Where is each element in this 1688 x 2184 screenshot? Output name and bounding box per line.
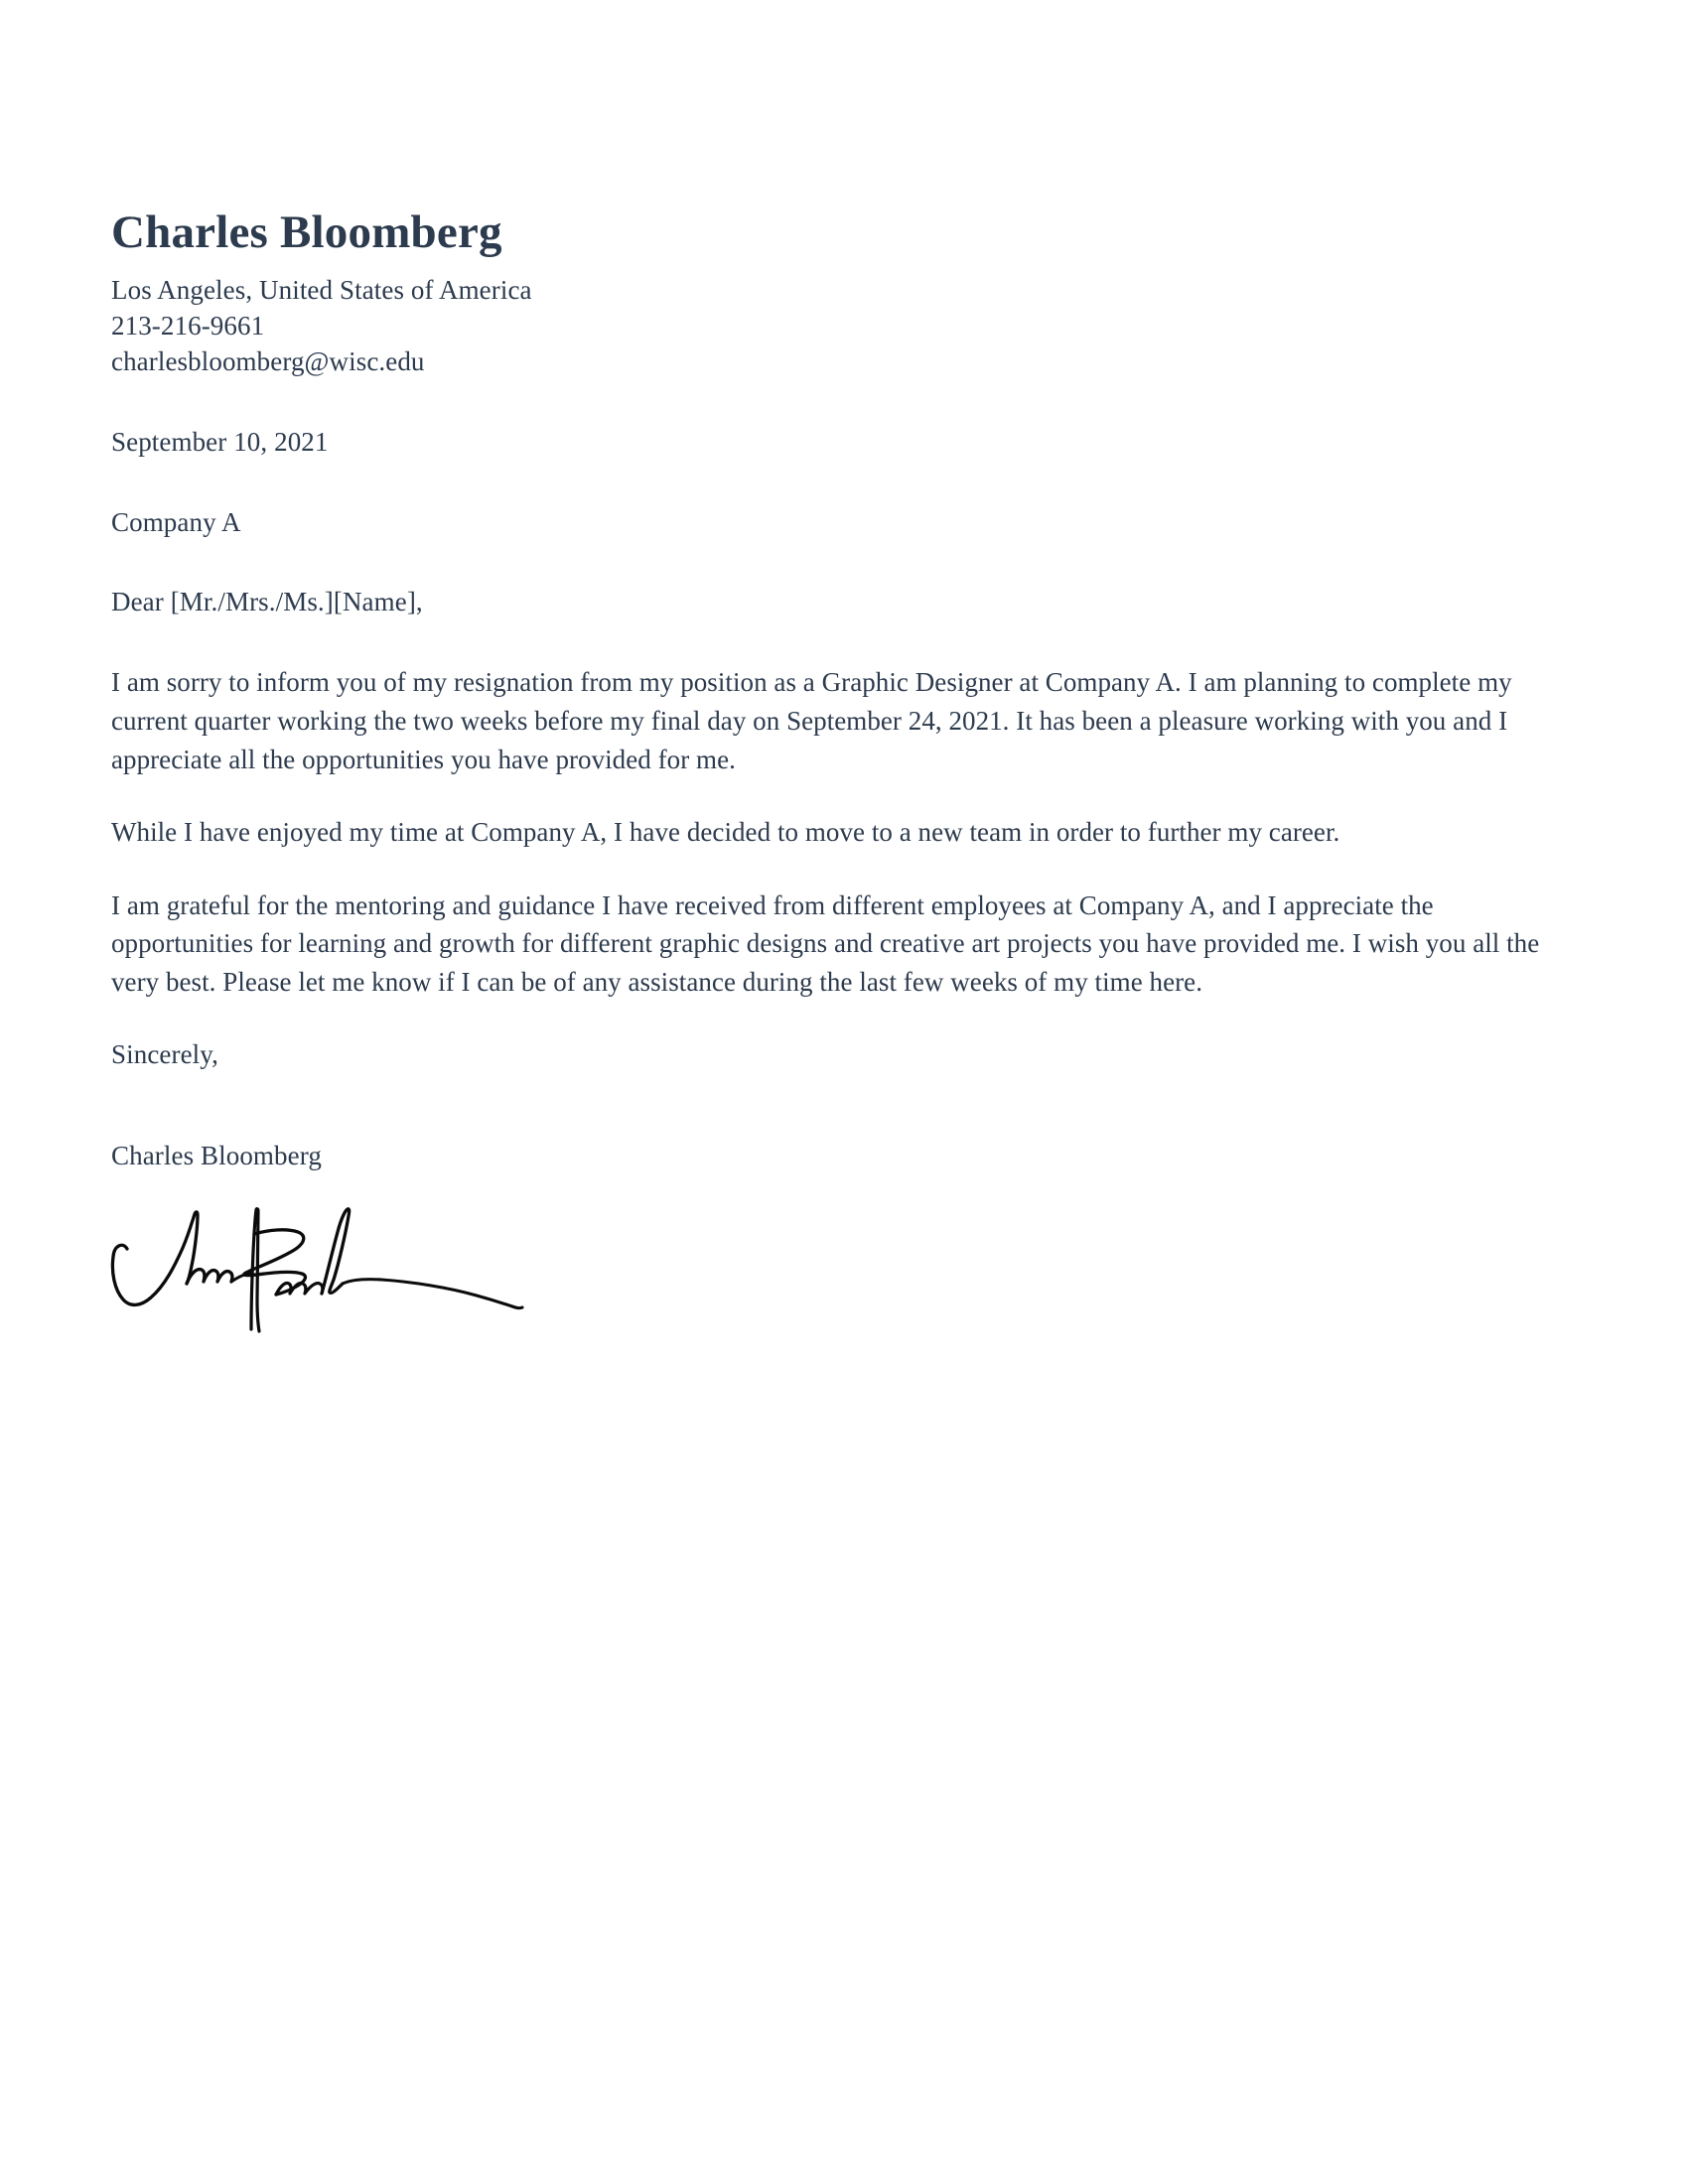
- contact-email: charlesbloomberg@wisc.edu: [111, 346, 425, 377]
- spacer-after-salutation: [111, 619, 1544, 663]
- body-paragraph-3: I am grateful for the mentoring and guidance I have received from different employees at Company A, and I appreciate the opportunities for learning and growth for different graphic designs and creative art projects you have provided me. I wish you all the very best. Please let me know if I can be of any assistance during the last few weeks of my time here.: [111, 889, 1540, 998]
- contact-phone: 213-216-9661: [111, 311, 265, 341]
- spacer-paragraph-3: [111, 1002, 1544, 1036]
- spacer-paragraph-1: [111, 778, 1544, 813]
- spacer-before-signature-name: [111, 1072, 1544, 1138]
- salutation: Dear [Mr./Mrs./Ms.][Name],: [111, 586, 423, 616]
- spacer-after-letterhead: [111, 380, 1544, 424]
- spacer-paragraph-2: [111, 852, 1544, 887]
- contact-location: Los Angeles, United States of America: [111, 275, 532, 306]
- letter-date: September 10, 2021: [111, 427, 329, 458]
- closing-salutation: Sincerely,: [111, 1038, 218, 1069]
- recipient-company: Company A: [111, 506, 241, 537]
- signature-image: [111, 1208, 538, 1332]
- signature-name: Charles Bloomberg: [111, 1141, 322, 1171]
- spacer-after-recipient: [111, 540, 1544, 584]
- spacer-after-date: [111, 461, 1544, 504]
- handwritten-signature-icon: [111, 1208, 538, 1332]
- body-paragraph-2: While I have enjoyed my time at Company A, I have decided to move to a new team in order to further my career.: [111, 817, 1340, 848]
- page-title: Charles Bloomberg: [111, 206, 502, 258]
- letterhead: [111, 208, 1544, 380]
- body-paragraph-1: I am sorry to inform you of my resignation from my position as a Graphic Designer at Company A. I am planning to complete my current quarter working the two weeks before my final day on September 24, 2021. It has been a pleasure working with you and I appreciate all the opportunities you have provided for me.: [111, 667, 1512, 774]
